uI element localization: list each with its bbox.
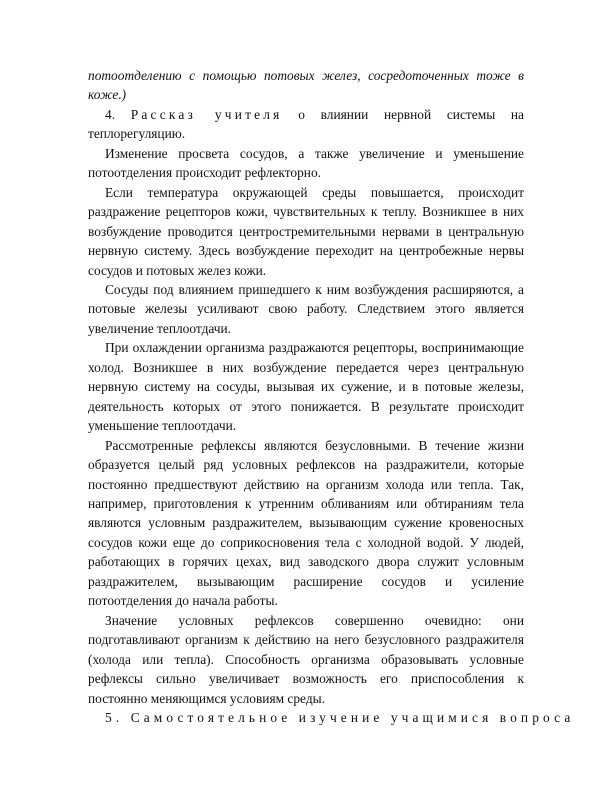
paragraph: Если температура окружающей среды повышается, происходит раздражение рецепторов кожи, чувствительных к теплу. Возникшее в них возбуждение проводится центростремительными нервами в центральную нервную систему. Здесь возбуждение переходит на центробежные нервы сосудов и потовых желез кожи. (88, 184, 524, 278)
paragraph: Рассмотренные рефлексы являются безусловными. В течение жизни образуется целый ряд условных рефлексов на раздражители, которые постоянно предшествуют действию на организм холода или тепла. Так, например, приготовления к утренним обливаниям или обтираниям тела являются условным раздражителем, вызывающим сужение кровеносных сосудов кожи еще до соприкосновения тела с холодной водой. У людей, работающих в горячих цехах, вид заводского двора служит условным раздражителем, вызывающим расширение сосудов и усиление потоотделения до начала работы. (88, 437, 524, 609)
section-5-heading-spaced: Самостоятельное изучение учащимися вопроса (130, 709, 575, 725)
section-4-number: 4. (105, 106, 116, 122)
document-page (88, 66, 575, 727)
section-5-number: 5. (105, 709, 124, 725)
section-4-heading-rest: о влиянии нервной системы на теплорегуляцию. (88, 106, 524, 142)
paragraph: При охлаждении организма раздражаются рецепторы, воспринимающие холод. Возникшее в них возбуждение передается через центральную нервную систему на сосуды, вызывая их сужение, и в потовые железы, деятельность которых от этого понижается. В результате происходит уменьшение теплоотдачи. (88, 340, 524, 434)
paragraph: Значение условных рефлексов совершенно очевидно: они подготавливают организм к действию на него безусловного раздражителя (холода или тепла). Способность организма образовывать условные рефлексы сильно увеличивает возможность его приспособления к постоянно меняющимся условиям среды. (88, 612, 524, 706)
paragraph: Сосуды под влиянием пришедшего к ним возбуждения расширяются, а потовые железы усиливают свою работу. Следствием этого является увеличение теплоотдачи. (88, 281, 524, 336)
paragraph: Изменение просвета сосудов, а также увеличение и уменьшение потоотделения происходит рефлекторно. (88, 145, 524, 181)
section-4-heading-spaced: Рассказ учителя (130, 106, 283, 122)
section-5-heading (88, 708, 575, 727)
intro-text: потоотделению с помощью потовых желез, сосредоточенных тоже в коже.) (88, 68, 524, 103)
section-4-heading (88, 105, 524, 144)
